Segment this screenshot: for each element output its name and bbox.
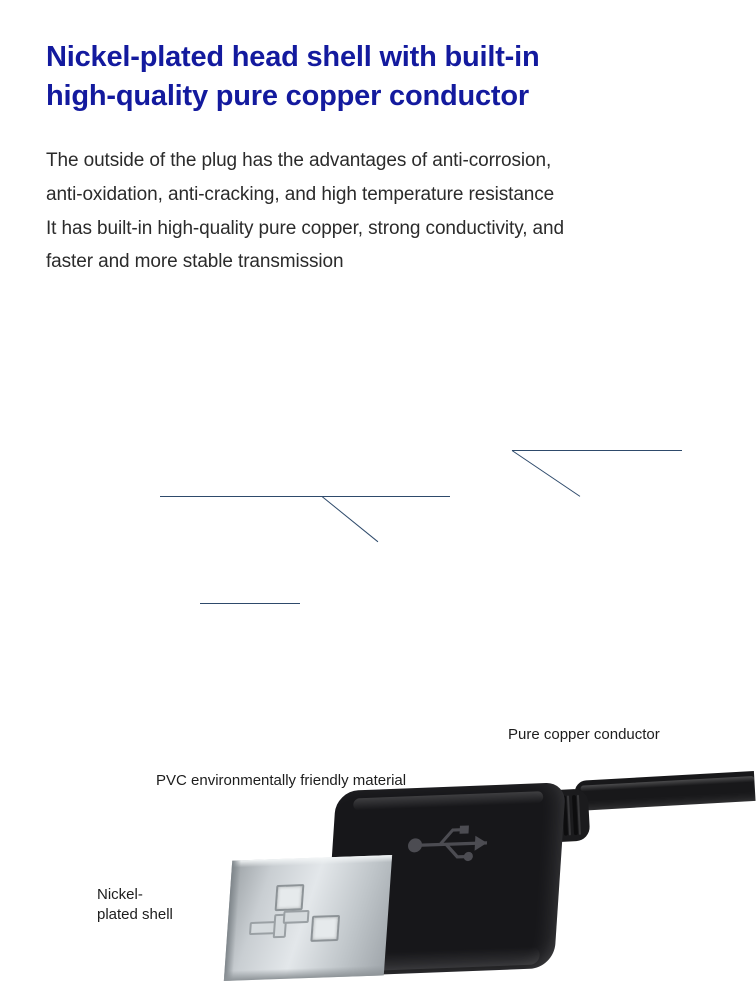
callout-pvc-leader-horizontal xyxy=(160,496,450,497)
description-text xyxy=(46,144,726,279)
callout-nickel-leader-horizontal xyxy=(200,603,300,604)
page-title-line-1: Nickel-plated head shell with built-in xyxy=(46,41,540,73)
description-line-2: anti-oxidation, anti-cracking, and high temperature resistance xyxy=(46,183,555,205)
description-line-3: It has built-in high-quality pure copper, strong conductivity, and xyxy=(46,217,564,239)
usb-trident-icon xyxy=(405,822,503,865)
page-title xyxy=(46,38,706,115)
callout-nickel-line-1: Nickel- xyxy=(97,886,143,903)
shell-notch-3 xyxy=(283,910,310,924)
usb-cable xyxy=(574,771,755,811)
description-line-1: The outside of the plug has the advantages of anti-corrosion, xyxy=(46,150,552,171)
callout-pvc-leader-diagonal xyxy=(322,496,379,542)
callout-copper-leader-horizontal xyxy=(512,450,682,451)
page-title-line-2: high-quality pure copper conductor xyxy=(46,79,529,112)
cable-highlight xyxy=(580,776,754,792)
product-photo xyxy=(0,300,750,924)
description-line-4: faster and more stable transmission xyxy=(46,251,344,273)
callout-pvc-material: PVC environmentally friendly material xyxy=(156,772,407,789)
callout-pure-copper-conductor: Pure copper conductor xyxy=(508,726,660,743)
housing-top-highlight xyxy=(353,791,544,810)
callout-copper-leader-diagonal xyxy=(512,450,581,497)
nickel-plated-shell xyxy=(224,855,392,981)
shell-punch-hole-1 xyxy=(275,884,305,911)
callout-nickel-line-2: plated shell xyxy=(97,906,173,924)
shell-left-edge xyxy=(224,860,241,981)
callout-nickel-plated-shell xyxy=(97,885,207,926)
shell-top-edge xyxy=(232,855,392,868)
shell-punch-hole-2 xyxy=(310,915,340,942)
shell-bottom-edge xyxy=(224,965,385,981)
